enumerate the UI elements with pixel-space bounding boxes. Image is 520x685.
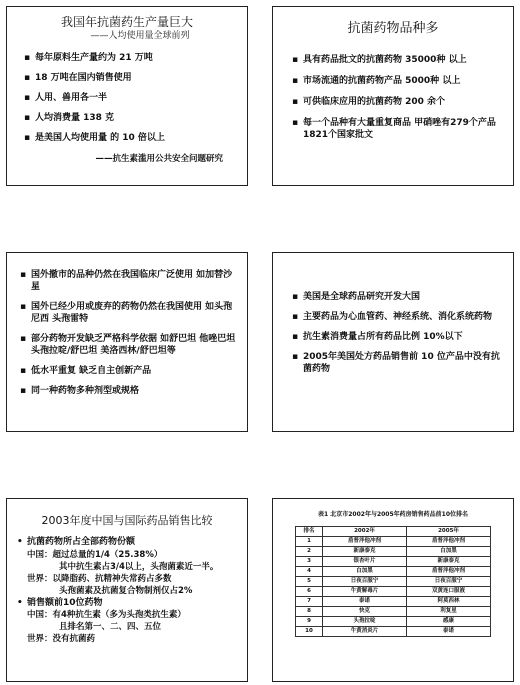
- list-item: ▪ 国外已经少用或废弃的药物仍然在我国使用 如头孢尼西 头孢雷特: [19, 301, 237, 325]
- list-item: ▪ 市场流通的抗菌药物产品 5000种 以上: [291, 75, 501, 87]
- slide-5-body: [15, 536, 239, 645]
- cell-2005: 感康: [407, 617, 491, 627]
- list-item: • 抗菌药物所占全部药物份额: [15, 536, 239, 549]
- slide-1-subtitle: ——人均使用量全球前列: [90, 31, 190, 41]
- table-row: [296, 547, 491, 557]
- cell-2002: 牛黄解毒片: [323, 587, 407, 597]
- slide-1-list: [23, 52, 247, 144]
- slide-3-list: [19, 269, 237, 397]
- list-item: ▪ 主要药品为心血管药、神经系统、消化系统药物: [291, 311, 501, 323]
- cell-2005: 盾普泮他冲剂: [407, 567, 491, 577]
- rank-cell: 3: [296, 557, 323, 567]
- cell-2002: 快克: [323, 607, 407, 617]
- cell-2005: 新康泰克: [407, 557, 491, 567]
- list-item: 中国：有4种抗生素（多为头孢类抗生素）: [27, 610, 186, 620]
- rank-cell: 8: [296, 607, 323, 617]
- list-item: ▪ 抗生素消费量占所有药品比例 10%以下: [291, 331, 501, 343]
- cell-2002: 银杏叶片: [323, 557, 407, 567]
- list-item: 其中抗生素占3/4以上，头孢菌素近一半。: [59, 561, 219, 572]
- rank-cell: 7: [296, 597, 323, 607]
- cell-2005: 泰诺: [407, 627, 491, 637]
- list-item: ▪ 具有药品批文的抗菌药物 35000种 以上: [291, 54, 501, 66]
- table-row: [296, 557, 491, 567]
- table-row: [296, 617, 491, 627]
- slide-1-source: ——抗生素滥用公共安全问题研究: [95, 154, 223, 164]
- table-row: [296, 537, 491, 547]
- header-2002: 2002年: [323, 527, 407, 537]
- header-2005: 2005年: [407, 527, 491, 537]
- slide-4: [272, 252, 514, 432]
- list-item: ▪ 每一个品种有大量重复商品 甲硝唑有279个产品 1821个国家批文: [291, 117, 501, 141]
- list-item: ▪ 2005年美国处方药品销售前 10 位产品中没有抗菌药物: [291, 351, 501, 375]
- rank-cell: 6: [296, 587, 323, 597]
- cell-2002: 白加黑: [323, 567, 407, 577]
- cell-2002: 泰诺: [323, 597, 407, 607]
- table-row: [296, 597, 491, 607]
- header-rank: 排名: [296, 527, 323, 537]
- list-item: • 销售额前10位药物: [15, 597, 239, 610]
- list-item: ▪ 国外撤市的品种仍然在我国临床广泛使用 如加替沙星: [19, 269, 237, 293]
- cell-2005: 白加黑: [407, 547, 491, 557]
- list-item: 世界：以降脂药、抗精神失常药占多数: [27, 573, 172, 584]
- cell-2005: 利复星: [407, 607, 491, 617]
- rank-cell: 1: [296, 537, 323, 547]
- slide-2-title: 抗菌药物品种多: [347, 21, 439, 36]
- slide-5-title: 2003年度中国与国际药品销售比较: [41, 514, 213, 527]
- list-item: ▪ 是美国人均使用量 的 10 倍以上: [23, 132, 247, 144]
- rank-cell: 5: [296, 577, 323, 587]
- table-row: [296, 627, 491, 637]
- rank-cell: 9: [296, 617, 323, 627]
- list-item: ▪ 同一种药物多种剂型或规格: [19, 385, 237, 397]
- cell-2005: 盾普泮他冲剂: [407, 537, 491, 547]
- list-item: 中国：超过总量的1/4（25.38%）: [27, 549, 163, 560]
- list-item: 世界：没有抗菌药: [27, 634, 96, 644]
- cell-2002: 牛黄消炎片: [323, 627, 407, 637]
- slide-1-title: 我国年抗菌药生产量巨大: [60, 15, 193, 29]
- cell-2002: 新康泰克: [323, 547, 407, 557]
- list-item: ▪ 低水平重复 缺乏自主创新产品: [19, 365, 237, 377]
- slide-5: [6, 498, 248, 682]
- slide-2-list: [291, 54, 501, 141]
- rank-cell: 10: [296, 627, 323, 637]
- list-item: ▪ 每年原料生产量约为 21 万吨: [23, 52, 247, 64]
- list-item: ▪ 人用、兽用各一半: [23, 92, 247, 104]
- cell-2002: 头孢拉啶: [323, 617, 407, 627]
- slide-4-list: [291, 291, 501, 375]
- list-item: ▪ 人均消费量 138 克: [23, 112, 247, 124]
- slide-1: [6, 6, 248, 186]
- rank-cell: 4: [296, 567, 323, 577]
- cell-2005: 双黄连口服液: [407, 587, 491, 597]
- list-item: ▪ 18 万吨在国内销售使用: [23, 72, 247, 84]
- list-item: 头孢菌素及抗菌复合物制剂仅占2%: [59, 585, 193, 596]
- list-item: ▪ 可供临床应用的抗菌药物 200 余个: [291, 96, 501, 108]
- rank-cell: 2: [296, 547, 323, 557]
- table-caption: 表1 北京市2002年与2005年药房销售药品前10位排名: [317, 511, 468, 518]
- cell-2005: 阿莫西林: [407, 597, 491, 607]
- table-row: [296, 577, 491, 587]
- slide-2: [272, 6, 514, 186]
- cell-2002: 日夜百服宁: [323, 577, 407, 587]
- slide-3: [6, 252, 248, 432]
- list-item: 且排名第一、二、四、五位: [59, 622, 162, 632]
- table-row: [296, 567, 491, 577]
- list-item: ▪ 部分药物开发缺乏严格科学依据 如舒巴坦 他唑巴坦 头孢拉啶/舒巴坦 美洛西林/舒巴坦等: [19, 333, 237, 357]
- list-item: ▪ 美国是全球药品研究开发大国: [291, 291, 501, 303]
- table-row: [296, 587, 491, 597]
- table-row: [296, 607, 491, 617]
- slide-6: [272, 498, 514, 682]
- cell-2005: 日夜百服宁: [407, 577, 491, 587]
- ranking-table: [295, 526, 491, 637]
- cell-2002: 盾普泮他冲剂: [323, 537, 407, 547]
- table-header-row: [296, 527, 491, 537]
